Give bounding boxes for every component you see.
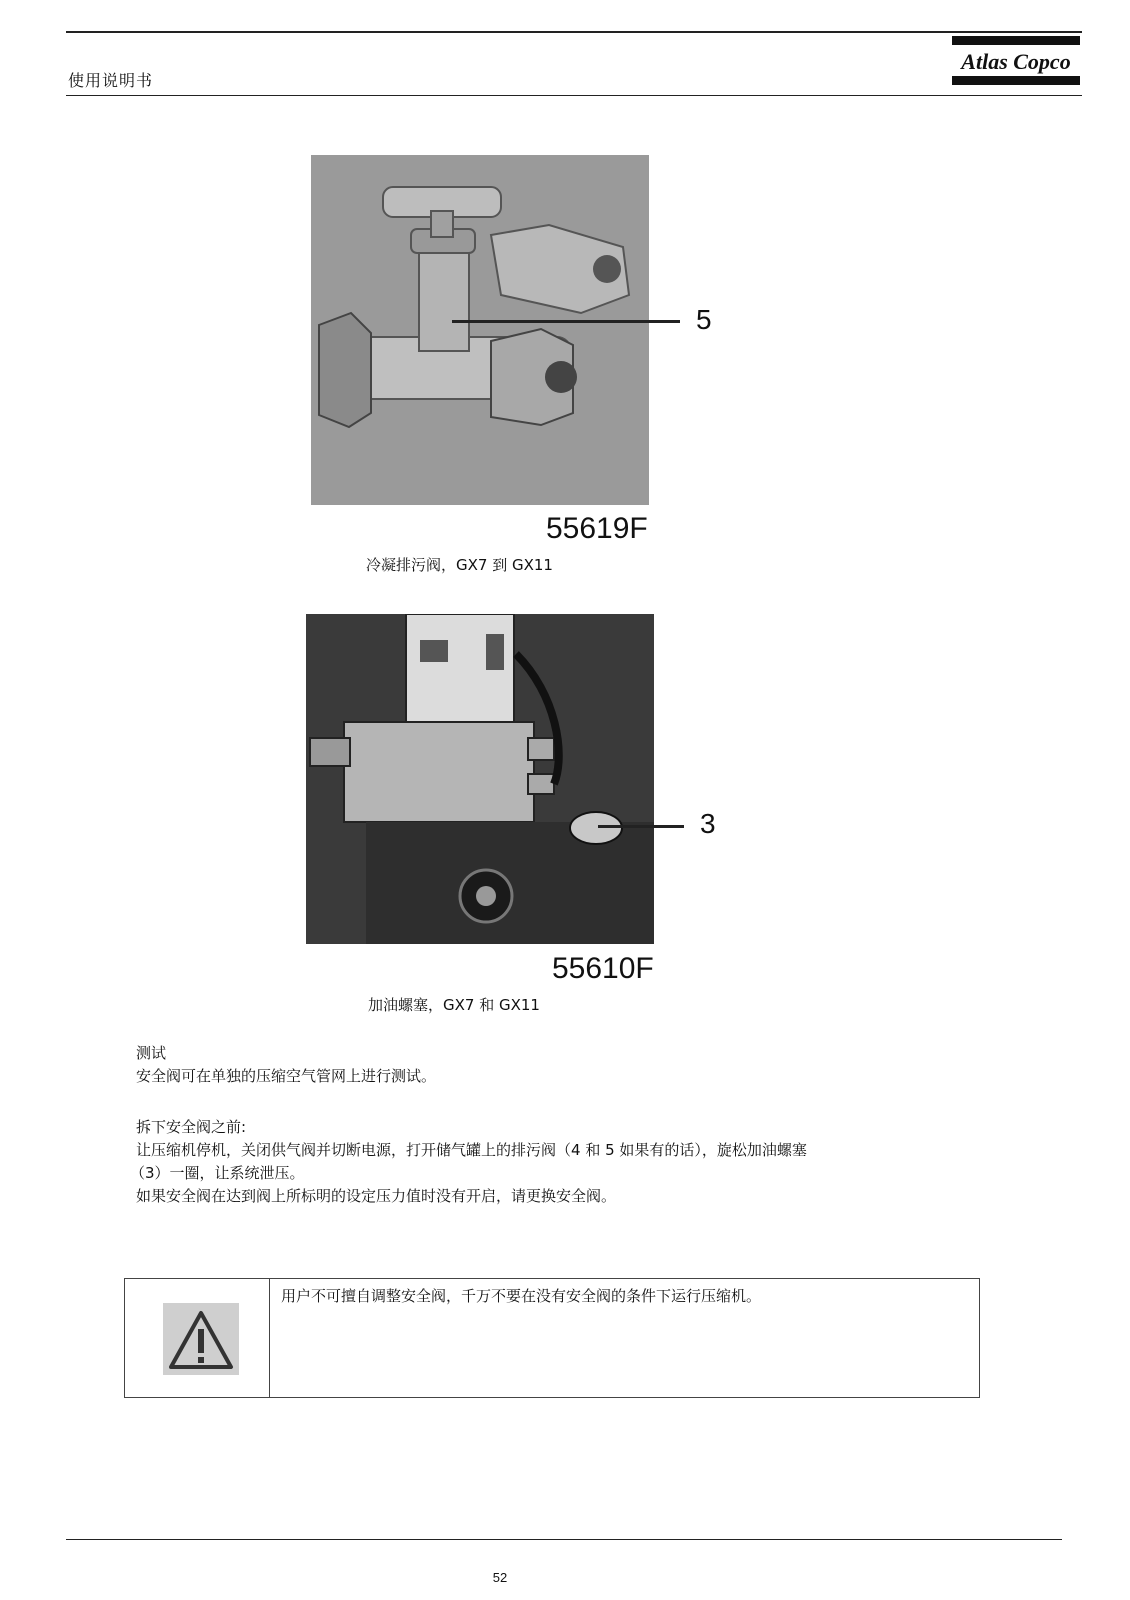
- atlas-copco-logo: [952, 36, 1080, 88]
- test-body: 安全阀可在单独的压缩空气管网上进行测试。: [136, 1067, 437, 1085]
- callout-number-5: 5: [696, 304, 712, 335]
- figure-code-55619F: 55619F: [546, 512, 648, 545]
- warning-text: 用户不可擅自调整安全阀，千万不要在没有安全阀的条件下运行压缩机。: [281, 1287, 762, 1305]
- figure-caption-drain-valve: 冷凝排污阀，GX7 到 GX11: [366, 556, 553, 574]
- figure-drain-valve-photo: [311, 155, 649, 505]
- footer-rule: [66, 1539, 1062, 1540]
- logo-text: Atlas Copco: [961, 49, 1071, 74]
- callout-line-5: [452, 320, 680, 323]
- header-bottom-rule: [66, 95, 1082, 96]
- page-number: 52: [492, 1570, 508, 1585]
- figure-caption-oil-plug: 加油螺塞，GX7 和 GX11: [368, 996, 540, 1014]
- replace-line: 如果安全阀在达到阀上所标明的设定压力值时没有开启，请更换安全阀。: [136, 1187, 617, 1205]
- warning-box: [124, 1278, 980, 1398]
- warning-triangle-icon: [163, 1303, 239, 1375]
- header-top-rule: [66, 31, 1082, 33]
- before-line-1: 让压缩机停机，关闭供气阀并切断电源，打开储气罐上的排污阀（4 和 5 如果有的话），旋松加油螺塞: [136, 1141, 807, 1159]
- callout-number-3: 3: [700, 808, 716, 839]
- figure-oil-plug-photo: [306, 614, 654, 944]
- header-title: 使用说明书: [68, 71, 154, 90]
- figure-code-55610F: 55610F: [552, 952, 654, 985]
- before-line-2: （3）一圈，让系统泄压。: [130, 1164, 305, 1182]
- before-heading: 拆下安全阀之前:: [136, 1118, 247, 1136]
- test-heading: 测试: [136, 1044, 167, 1062]
- callout-line-3: [598, 825, 684, 828]
- warning-icon-cell: [125, 1279, 270, 1397]
